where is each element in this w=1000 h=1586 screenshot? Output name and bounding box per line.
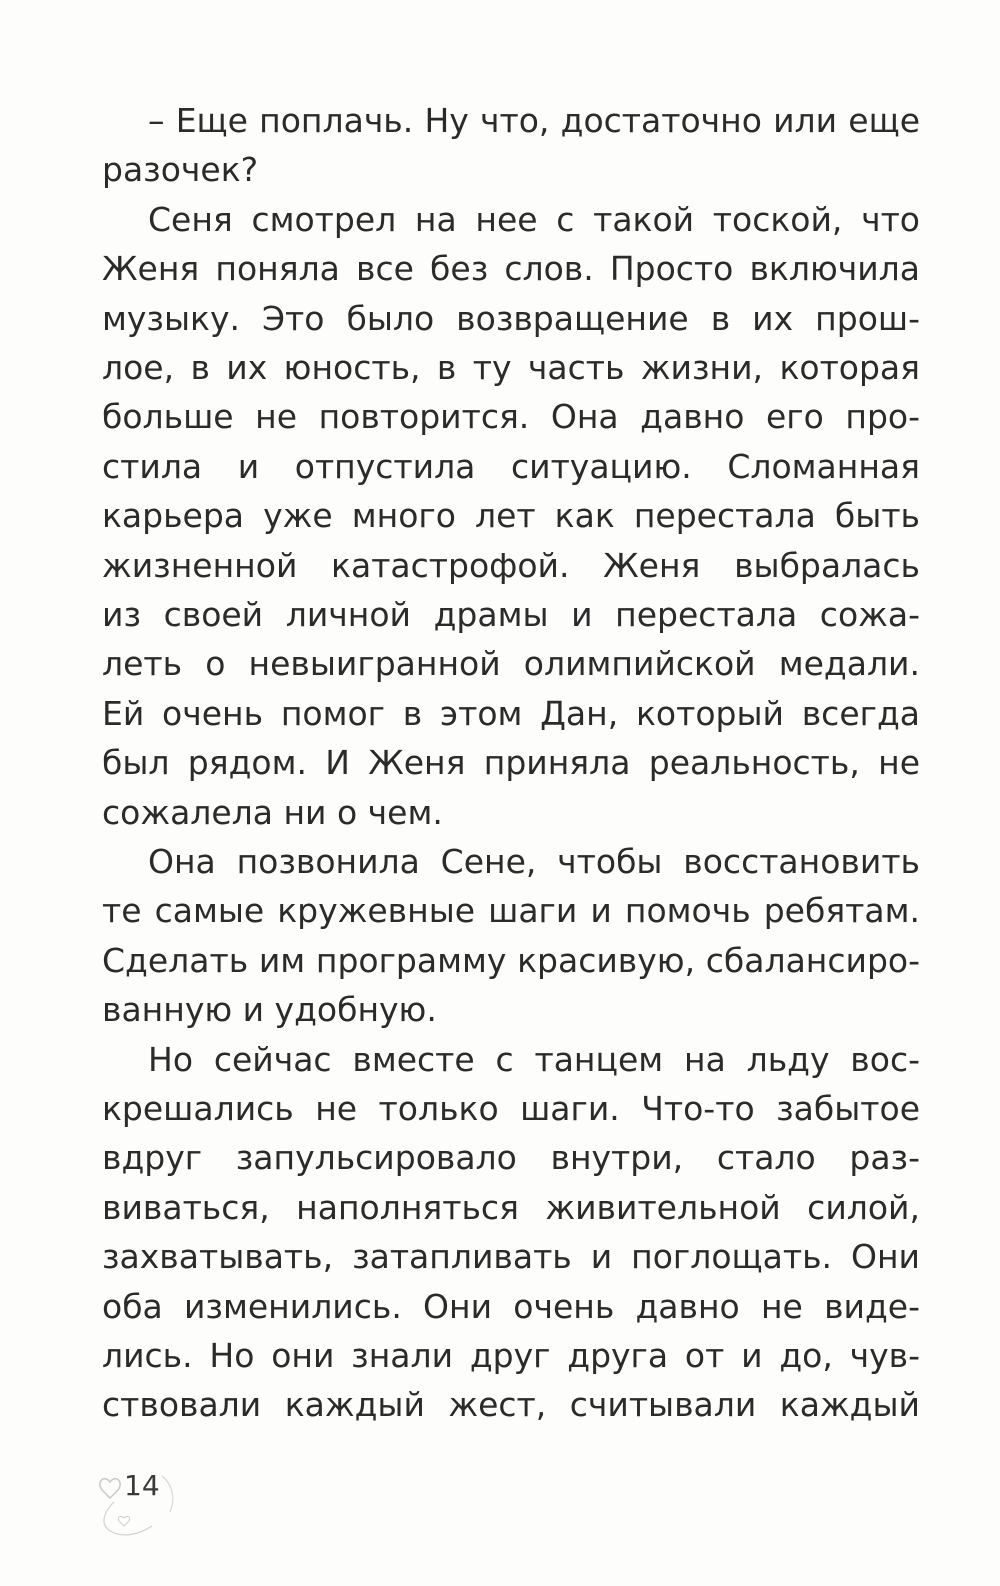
text-line: виваться, наполняться живительной силой, — [102, 1188, 920, 1227]
text-line: ванную и удобную. — [102, 990, 437, 1029]
text-line: жизненной катастрофой. Женя выбралась — [102, 546, 920, 585]
text-line: стила и отпустила ситуацию. Сломанная — [102, 447, 920, 486]
text-line: лись. Но они знали друг друга от и до, чув- — [102, 1336, 920, 1375]
text-line: Женя поняла все без слов. Просто включила — [102, 249, 920, 288]
text-line: Ей очень помог в этом Дан, который всегда — [102, 694, 920, 733]
text-line: Сделать им программу красивую, сбалансиро- — [102, 941, 920, 980]
text-line: из своей личной драмы и перестала сожа- — [102, 595, 920, 634]
text-line: Но сейчас вместе с танцем на льду вос- — [148, 1040, 920, 1079]
text-line: Она позвонила Сене, чтобы восстановить — [148, 842, 920, 881]
page-footer — [92, 1462, 182, 1542]
text-line: те самые кружевные шаги и помочь ребятам. — [102, 891, 920, 930]
text-line: был рядом. И Женя приняла реальность, не — [102, 743, 920, 782]
text-line: ствовали каждый жест, считывали каждый — [102, 1385, 920, 1424]
text-line: оба изменились. Они очень давно не виде- — [102, 1287, 920, 1326]
text-line: леть о невыигранной олимпийской медали. — [102, 644, 920, 683]
text-line: лое, в их юность, в ту часть жизни, которая — [102, 348, 920, 387]
text-line: – Еще поплачь. Ну что, достаточно или еще — [148, 101, 920, 140]
text-line: захватывать, затапливать и поглощать. Они — [102, 1237, 920, 1276]
text-line: сожалела ни о чем. — [102, 793, 443, 832]
text-line: вдруг запульсировало внутри, стало раз- — [102, 1138, 920, 1177]
text-line: больше не повторится. Она давно его про- — [102, 397, 920, 436]
page-number: 14 — [124, 1469, 160, 1502]
text-line: музыку. Это было возвращение в их прош- — [102, 299, 920, 338]
text-line: карьера уже много лет как перестала быть — [102, 496, 920, 535]
text-line: Сеня смотрел на нее с такой тоской, что — [148, 200, 920, 239]
text-line: разочек? — [102, 150, 259, 189]
text-line: крешались не только шаги. Что-то забытое — [102, 1089, 920, 1128]
